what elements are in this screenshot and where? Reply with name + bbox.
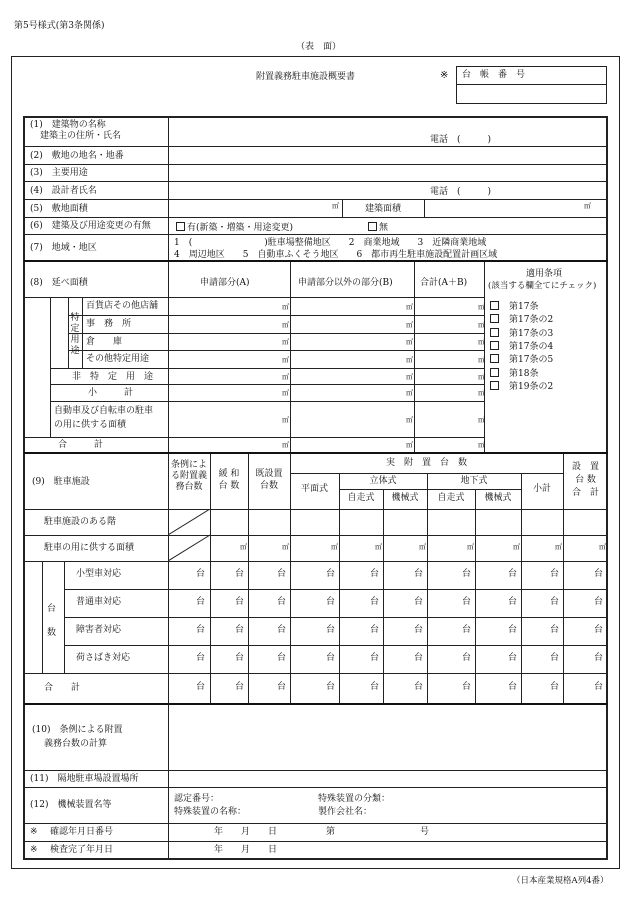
row12-maker: 製作会社名： — [318, 807, 373, 817]
unit-label: 台 — [462, 569, 472, 579]
unit-label: 台 — [277, 653, 287, 663]
unit-label: 台 — [550, 653, 560, 663]
unit-label: 台 — [370, 625, 380, 635]
col-relaxed-line1: 緩 和 — [218, 469, 240, 479]
inspect-label: 検査完了年月日 — [50, 845, 114, 855]
row7-line2: 4 周辺地区 5 自動車ふくそう地区 6 都市再生駐車施設配置計画区域 — [174, 250, 498, 260]
unit-label: 台 — [196, 653, 206, 663]
unit-label: 台 — [594, 682, 604, 692]
col-existing-line1: 既設置 — [255, 469, 283, 479]
actual-count-header: 実 附 置 台 数 — [385, 458, 467, 468]
unit-label: 台 — [462, 597, 472, 607]
vehicle-type-label: 小型車対応 — [76, 569, 122, 579]
col-planned-line3: 合 計 — [571, 488, 599, 498]
col-flat: 平面式 — [300, 484, 328, 494]
article-label: 第19条の2 — [509, 381, 554, 392]
row10-label-1: (10) 条例による附置 — [32, 725, 123, 735]
row4-label: (4) 設計者氏名 — [30, 186, 97, 196]
parking-area-label-2: の用に供する面積 — [54, 420, 127, 430]
row10-label-2: 義務台数の計算 — [44, 739, 108, 749]
unit-label: 台 — [508, 597, 518, 607]
checkbox-icon — [490, 381, 499, 390]
col-existing-line2: 台数 — [259, 481, 278, 491]
checkbox-icon — [490, 354, 499, 363]
row6-option-no-text: 無 — [379, 223, 389, 233]
footer-standard: （日本産業規格A列4番） — [512, 876, 609, 886]
area-row-label: 小 計 — [88, 388, 134, 398]
unit-label: 台 — [414, 625, 424, 635]
unit-label: 台 — [508, 682, 518, 692]
unit-label: 台 — [594, 597, 604, 607]
area-unit-mark: ㎡ — [478, 303, 485, 311]
diagonal-strikes — [168, 509, 248, 561]
row5-site-unit: ㎡ — [332, 202, 339, 210]
article-checkbox-item[interactable] — [490, 368, 538, 379]
area-unit-mark: ㎡ — [282, 356, 289, 364]
article-label: 第17条の4 — [509, 341, 554, 352]
row3-label: (3) 主要用途 — [30, 168, 88, 178]
parking-area-unit: ㎡ — [419, 543, 426, 551]
row5-building-unit: ㎡ — [584, 202, 591, 210]
checkbox-icon — [490, 314, 499, 323]
row5-label: (5) 敷地面積 — [30, 204, 88, 214]
area-unit-mark: ㎡ — [406, 356, 413, 364]
area-unit-mark: ㎡ — [282, 416, 289, 424]
unit-label: 台 — [508, 653, 518, 663]
unit-label: 台 — [414, 569, 424, 579]
applic-title: 適用条項 — [526, 269, 563, 279]
area-unit-mark: ㎡ — [406, 338, 413, 346]
article-checkbox-item[interactable] — [490, 314, 553, 325]
article-checkbox-item[interactable] — [490, 341, 553, 352]
area-row-label: 倉 庫 — [86, 337, 123, 347]
area-total-label: 合 計 — [58, 440, 104, 450]
col-required-line3: 務台数 — [175, 482, 203, 492]
unit-label: 台 — [414, 653, 424, 663]
applic-subtitle: (該当する欄全てにチェック) — [488, 281, 597, 291]
col-multi-mech: 機械式 — [391, 493, 419, 503]
unit-label: 台 — [326, 625, 336, 635]
article-label: 第18条 — [509, 368, 539, 379]
floor-row-label: 駐車施設のある階 — [44, 517, 117, 527]
row12-special-name: 特殊装置の名称： — [174, 807, 247, 817]
area-unit-mark: ㎡ — [282, 389, 289, 397]
unit-label: 台 — [370, 597, 380, 607]
article-checkbox-item[interactable] — [490, 381, 553, 392]
row12-cert: 認定番号： — [174, 794, 220, 804]
unit-label: 台 — [326, 653, 336, 663]
unit-label: 台 — [277, 682, 287, 692]
area-row-label: 非 特 定 用 途 — [72, 372, 154, 382]
area-unit-mark: ㎡ — [406, 321, 413, 329]
area-col-a: 申請部分(A) — [200, 278, 250, 288]
unit-label: 台 — [462, 682, 472, 692]
form-id: 第5号様式(第3条関係) — [14, 21, 105, 31]
unit-label: 台 — [550, 569, 560, 579]
article-checkbox-item[interactable] — [490, 301, 538, 312]
unit-label: 台 — [235, 625, 245, 635]
unit-label: 台 — [508, 625, 518, 635]
parking-label: (9) 駐車施設 — [32, 477, 90, 487]
row11-label: (11) 隔地駐車場設置場所 — [30, 774, 139, 784]
unit-label: 台 — [196, 597, 206, 607]
area-unit-mark: ㎡ — [478, 321, 485, 329]
unit-label: 台 — [196, 625, 206, 635]
unit-label: 台 — [235, 682, 245, 692]
area-unit-mark: ㎡ — [406, 389, 413, 397]
article-label: 第17条の2 — [509, 315, 554, 326]
col-required-line1: 条例によ — [170, 460, 207, 470]
vehicle-type-label: 障害者対応 — [76, 625, 122, 635]
area-unit-mark: ㎡ — [406, 303, 413, 311]
unit-label: 台 — [277, 625, 287, 635]
col-under-mech: 機械式 — [484, 493, 512, 503]
unit-label: 台 — [235, 653, 245, 663]
unit-label: 台 — [370, 682, 380, 692]
confirm-asterisk: ※ — [30, 827, 38, 837]
area-unit-mark: ㎡ — [282, 303, 289, 311]
col-planned-line2: 台 数 — [575, 475, 596, 485]
confirm-date: 年 月 日 — [214, 827, 278, 837]
unit-label: 台 — [326, 597, 336, 607]
ledger-asterisk: ※ — [440, 70, 449, 81]
article-label: 第17条 — [509, 302, 539, 312]
unit-label: 台 — [196, 569, 206, 579]
col-relaxed-count — [210, 468, 248, 492]
unit-label: 台 — [508, 569, 518, 579]
area-col-ab: 合計(A＋B) — [420, 278, 468, 288]
unit-label: 台 — [550, 597, 560, 607]
article-label: 第17条の3 — [509, 328, 554, 339]
unit-label: 台 — [326, 682, 336, 692]
unit-label: 台 — [550, 682, 560, 692]
checkbox-icon — [490, 301, 499, 310]
unit-label: 台 — [235, 569, 245, 579]
unit-label: 台 — [550, 625, 560, 635]
article-checkbox-item[interactable] — [490, 328, 553, 339]
row6-label: (6) 建築及び用途変更の有無 — [30, 221, 151, 231]
parking-area-unit: ㎡ — [599, 543, 606, 551]
col-underground: 地下式 — [460, 476, 488, 486]
col-required-count — [168, 460, 210, 493]
area-unit-mark: ㎡ — [478, 373, 485, 381]
row5-building-label: 建築面積 — [365, 204, 402, 214]
parking-total-label: 合 計 — [44, 683, 81, 693]
row2-label: (2) 敷地の地名・地番 — [30, 151, 124, 161]
confirm-no-suffix: 号 — [420, 827, 430, 837]
checkbox-icon — [368, 222, 377, 231]
parking-area-unit: ㎡ — [513, 543, 520, 551]
unit-label: 台 — [370, 569, 380, 579]
area-unit-mark: ㎡ — [282, 441, 289, 449]
area-col-b: 申請部分以外の部分(B) — [298, 278, 393, 288]
vehicle-type-label: 普通車対応 — [76, 597, 122, 607]
col-existing-count — [248, 468, 290, 492]
col-under-self: 自走式 — [437, 493, 465, 503]
area-row-label: 駐車の用に供する面積 — [44, 543, 135, 553]
vehicle-type-label: 荷さばき対応 — [76, 653, 131, 663]
unit-label: 台 — [414, 682, 424, 692]
parking-area-unit: ㎡ — [555, 543, 562, 551]
ledger-label: 台 帳 番 号 — [462, 70, 526, 80]
article-checkbox-item[interactable] — [490, 354, 553, 365]
area-unit-mark: ㎡ — [478, 356, 485, 364]
unit-label: 台 — [277, 597, 287, 607]
form-title: 附置義務駐車施設概要書 — [256, 72, 356, 82]
area-row-label: 事 務 所 — [86, 319, 132, 329]
row1-label-b: 建築主の住所・氏名 — [40, 131, 122, 141]
col-planned-line1: 設 置 — [571, 462, 599, 472]
row7-label: (7) 地域・地区 — [30, 243, 97, 253]
unit-label: 台 — [196, 682, 206, 692]
checkbox-icon — [176, 222, 185, 231]
specific-use-label: 特定用途 — [70, 313, 80, 356]
parking-area-unit: ㎡ — [331, 543, 338, 551]
row7-line1: 1 ( )駐車場整備地区 2 商業地域 3 近隣商業地域 — [174, 238, 487, 248]
unit-label: 台 — [462, 653, 472, 663]
side-label: （表 面） — [296, 42, 342, 52]
area-unit-mark: ㎡ — [282, 338, 289, 346]
row4-phone: 電話 ( ) — [430, 187, 492, 197]
confirm-label: 確認年月日番号 — [50, 827, 114, 837]
checkbox-icon — [490, 328, 499, 337]
area-label: (8) 延べ面積 — [30, 278, 88, 288]
col-relaxed-line2: 台 数 — [218, 481, 240, 491]
area-unit-mark: ㎡ — [478, 416, 485, 424]
confirm-no-prefix: 第 — [326, 827, 336, 837]
unit-label: 台 — [326, 569, 336, 579]
parking-area-unit: ㎡ — [375, 543, 382, 551]
checkbox-icon — [490, 368, 499, 377]
count-side-label: 台数 — [47, 604, 57, 638]
area-unit-mark: ㎡ — [406, 373, 413, 381]
unit-label: 台 — [277, 569, 287, 579]
parking-area-unit: ㎡ — [282, 543, 289, 551]
parking-area-unit: ㎡ — [467, 543, 474, 551]
parking-area-unit: ㎡ — [240, 543, 247, 551]
area-unit-mark: ㎡ — [282, 373, 289, 381]
row12-special-class: 特殊装置の分類： — [318, 794, 391, 804]
area-unit-mark: ㎡ — [478, 389, 485, 397]
row6-option-yes[interactable] — [176, 222, 293, 233]
area-row-label: その他特定用途 — [86, 354, 150, 364]
area-row-label: 百貨店その他店舗 — [86, 301, 159, 311]
col-planned-total — [563, 461, 608, 500]
parking-area-label-1: 自動車及び自転車の駐車 — [54, 406, 154, 416]
unit-label: 台 — [594, 653, 604, 663]
area-unit-mark: ㎡ — [406, 441, 413, 449]
unit-label: 台 — [370, 653, 380, 663]
area-unit-mark: ㎡ — [406, 416, 413, 424]
unit-label: 台 — [594, 569, 604, 579]
row6-option-no[interactable] — [368, 222, 388, 233]
area-unit-mark: ㎡ — [478, 441, 485, 449]
inspect-date: 年 月 日 — [214, 845, 278, 855]
col-multilevel: 立体式 — [369, 476, 397, 486]
area-unit-mark: ㎡ — [282, 321, 289, 329]
unit-label: 台 — [594, 625, 604, 635]
row12-label: (12) 機械装置名等 — [30, 800, 112, 810]
inspect-asterisk: ※ — [30, 845, 38, 855]
col-multi-self: 自走式 — [347, 493, 375, 503]
article-label: 第17条の5 — [509, 355, 554, 366]
col-subtotal: 小計 — [532, 484, 551, 494]
row6-option-yes-text: 有(新築・増築・用途変更) — [187, 223, 294, 233]
unit-label: 台 — [462, 625, 472, 635]
row1-phone: 電話 ( ) — [430, 135, 492, 145]
checkbox-icon — [490, 341, 499, 350]
col-required-line2: る附置義 — [170, 471, 207, 481]
row1-label-a: (1) 建築物の名称 — [30, 120, 106, 130]
area-unit-mark: ㎡ — [478, 338, 485, 346]
unit-label: 台 — [235, 597, 245, 607]
unit-label: 台 — [414, 597, 424, 607]
